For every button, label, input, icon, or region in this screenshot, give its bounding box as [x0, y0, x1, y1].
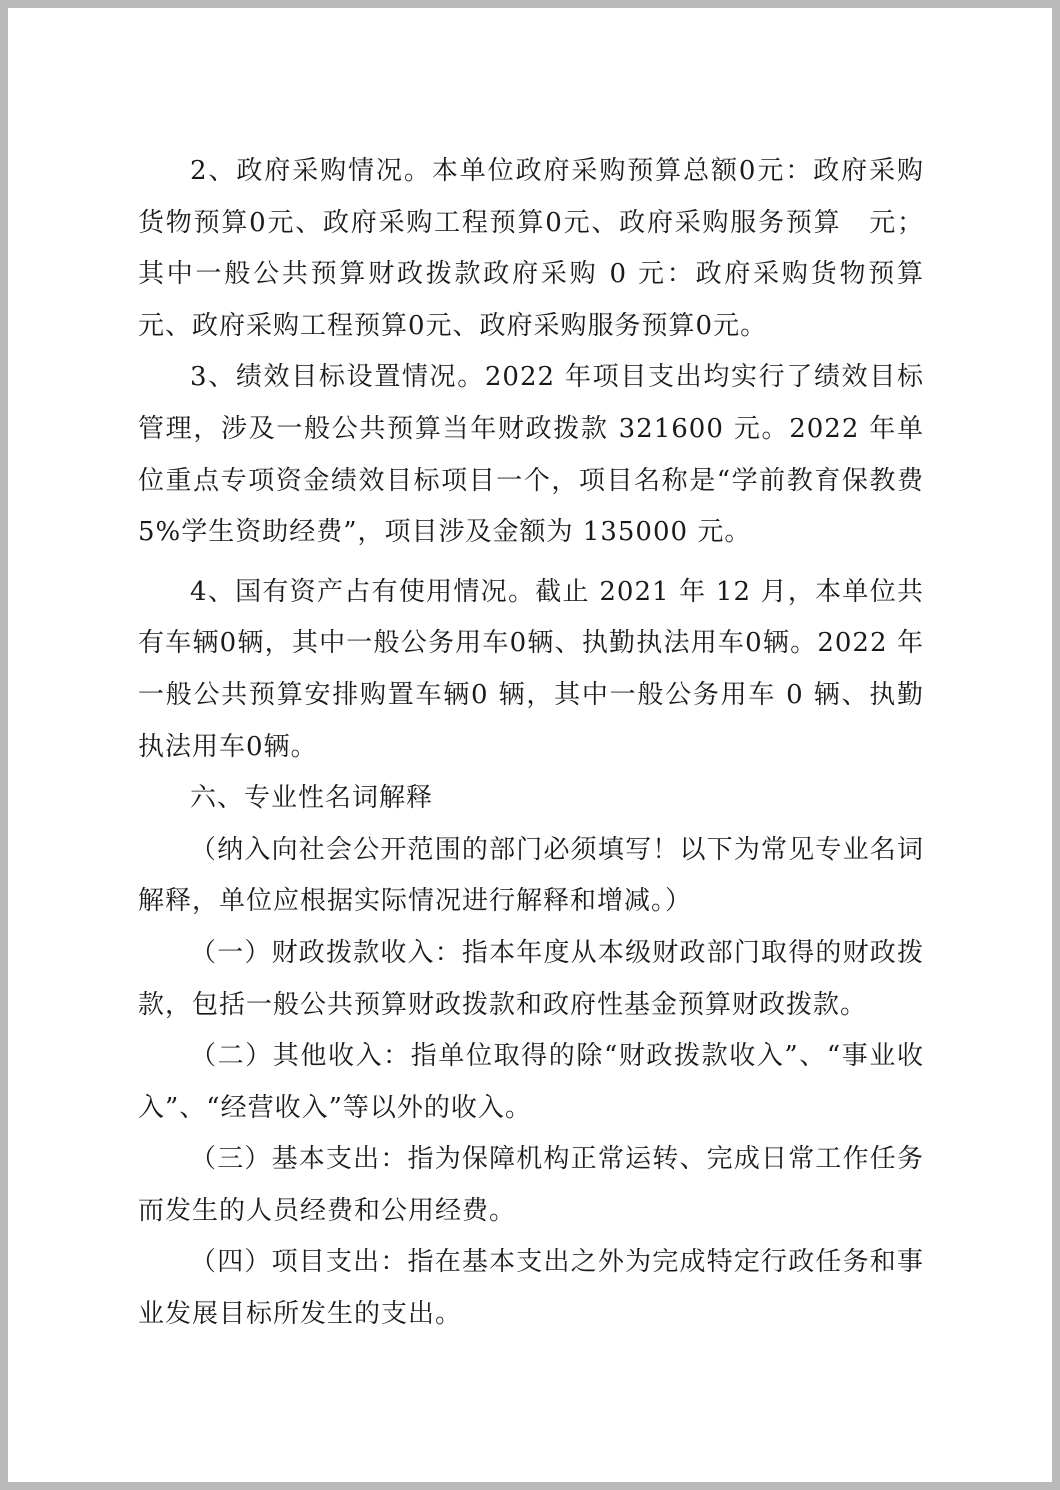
section-heading-terms: 六、专业性名词解释 [190, 783, 434, 814]
paragraph-terms-note: （纳入向社会公开范围的部门必须填写！以下为常见专业名词解释，单位应根据实际情况进行解释和增减。） [138, 834, 924, 917]
term-basic-expenditure: （三）基本支出：指为保障机构正常运转、完成日常工作任务而发生的人员经费和公用经费。 [138, 1144, 924, 1226]
document-body [138, 146, 924, 1341]
paragraph-performance-targets: 3、绩效目标设置情况。2022 年项目支出均实行了绩效目标管理，涉及一般公共预算当年财政拨款 321600 元。2022 年单位重点专项资金绩效目标项目一个，项目名称是“学前教育保教费5%学生资助经费”，项目涉及金额为 135000 元。 [138, 362, 924, 548]
paragraph-state-assets: 4、国有资产占有使用情况。截止 2021 年 12 月，本单位共有车辆0辆，其中一般公务用车0辆、执勤执法用车0辆。2022 年一般公共预算安排购置车辆0 辆，其中一般公务用车 0 辆、执勤执法用车0辆。 [138, 576, 924, 762]
paragraph-gap [138, 559, 924, 567]
paragraph-government-procurement: 2、政府采购情况。本单位政府采购预算总额0元：政府采购货物预算0元、政府采购工程预算0元、政府采购服务预算 元；其中一般公共预算财政拨款政府采购 0 元：政府采购货物预算元、政府采购工程预算0元、政府采购服务预算0元。 [138, 156, 924, 341]
document-page [8, 8, 1052, 1482]
term-fiscal-appropriation-income: （一）财政拨款收入：指本年度从本级财政部门取得的财政拨款，包括一般公共预算财政拨款和政府性基金预算财政拨款。 [138, 937, 924, 1020]
term-project-expenditure: （四）项目支出：指在基本支出之外为完成特定行政任务和事业发展目标所发生的支出。 [138, 1247, 924, 1330]
term-other-income: （二）其他收入：指单位取得的除“财政拨款收入”、“事业收入”、“经营收入”等以外的收入。 [138, 1041, 924, 1123]
